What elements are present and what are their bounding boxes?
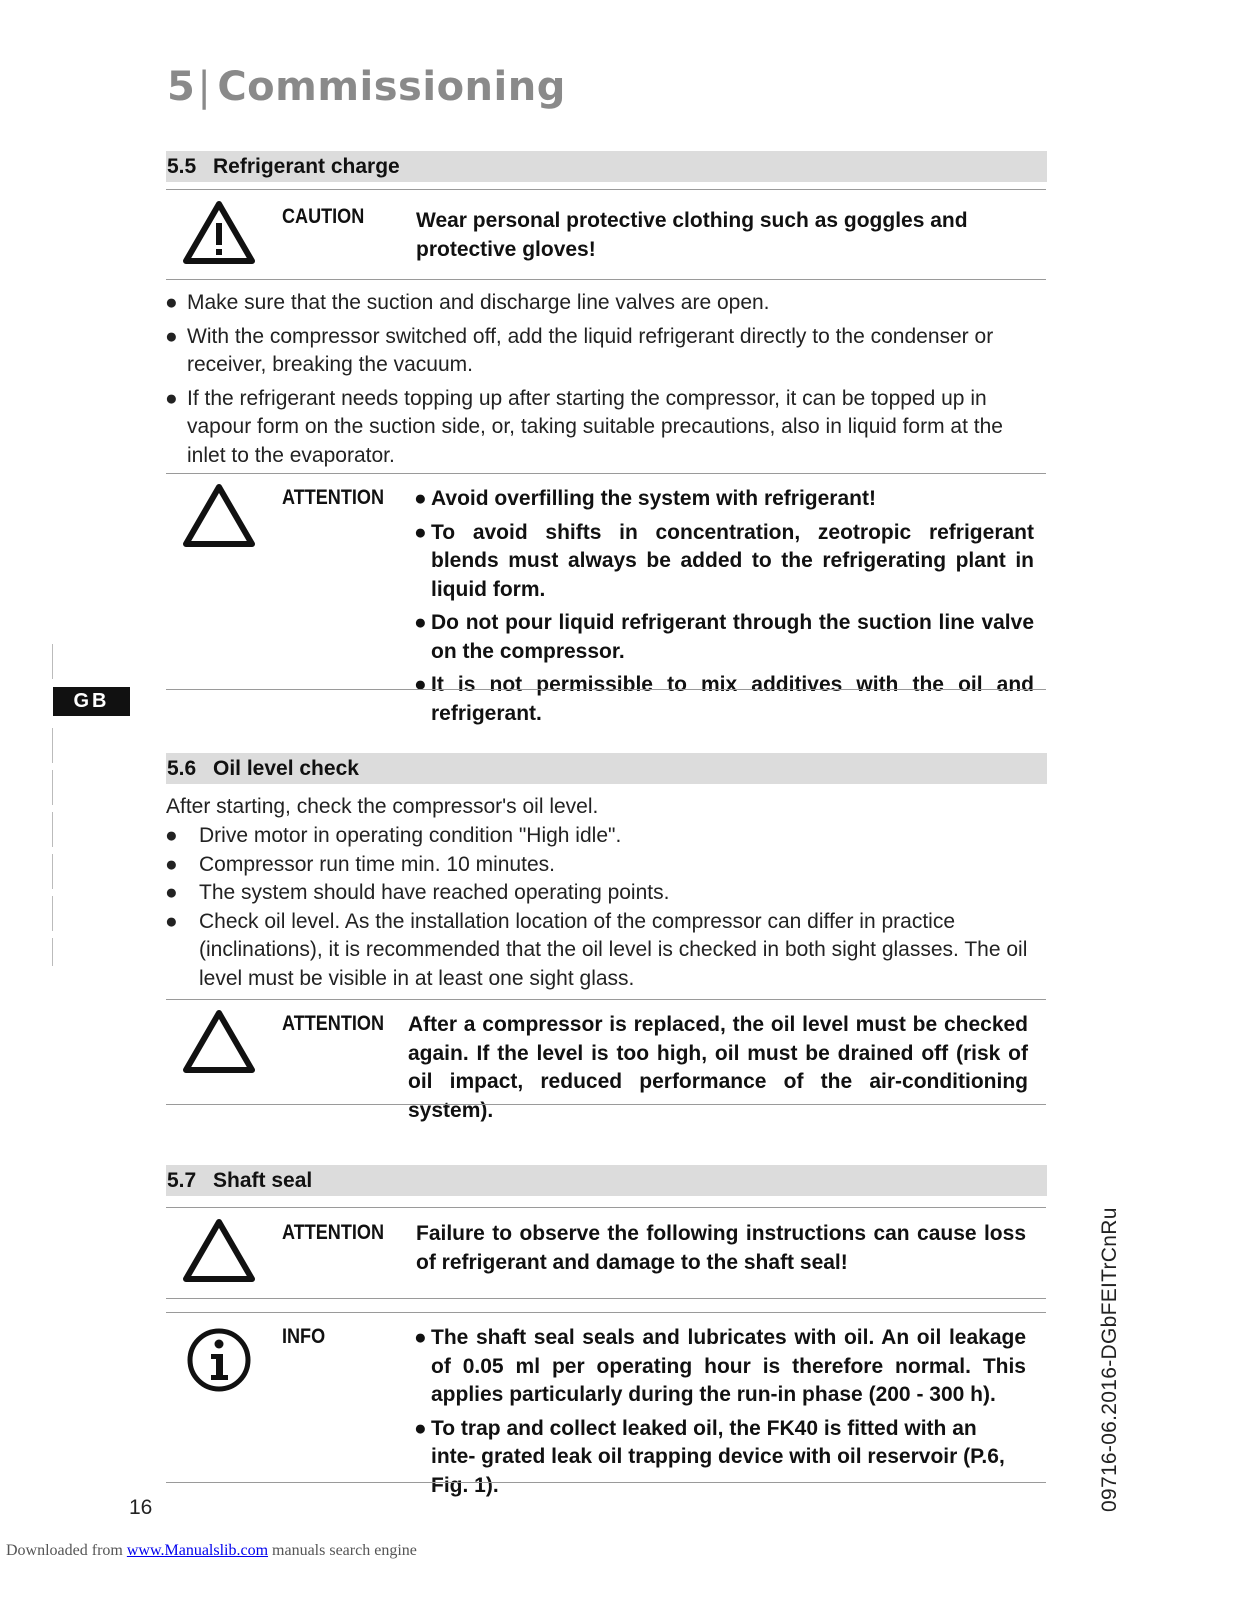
section-number: 5.7 — [167, 1169, 197, 1192]
chapter-title-text: Commissioning — [217, 64, 566, 110]
attention-label: ATTENTION — [282, 1012, 385, 1035]
list-item: ● The system should have reached operating points. — [199, 879, 1049, 908]
list-item: ● If the refrigerant needs topping up after starting the compressor, it can be topped up in vapour form on the suction side, or, taking suitable precautions, also in liquid form at the inlet to the evaporator. — [165, 386, 1003, 467]
bullet-dot: ● — [165, 291, 178, 314]
section-number: 5.6 — [167, 757, 197, 780]
oil-level-intro: After starting, check the compressor's oil level. — [166, 795, 599, 818]
bullet-dot: ● — [414, 1416, 427, 1440]
footer-prefix: Downloaded from — [6, 1542, 127, 1559]
caution-warning-icon — [182, 199, 256, 265]
list-item: ● To trap and collect leaked oil, the FK40 is fitted with an inte- grated leak oil trapping device with oil reservoir (P.6, Fig. 1). — [414, 1416, 1005, 1497]
attention-list — [414, 485, 1034, 733]
attention-label: ATTENTION — [282, 1221, 385, 1244]
section-header-refrigerant-charge — [166, 151, 1047, 182]
section-title: Shaft seal — [213, 1169, 313, 1192]
info-label: INFO — [282, 1325, 326, 1348]
manualslib-link[interactable]: www.Manualslib.com — [126, 1542, 269, 1559]
list-item: ● Compressor run time min. 10 minutes. — [199, 851, 1049, 880]
section-header-shaft-seal — [166, 1165, 1047, 1196]
attention-text: After a compressor is replaced, the oil level must be checked again. If the level is too high, oil must be drained off (risk of oil impact, reduced performance of the air-conditioning system). — [408, 1013, 1028, 1122]
divider — [166, 189, 1046, 190]
bullet-dot: ● — [165, 881, 178, 904]
list-item: ● It is not permissible to mix additives with the oil and refrigerant. — [414, 673, 1034, 725]
section-title: Refrigerant charge — [213, 155, 400, 178]
caution-text: Wear personal protective clothing such as goggles and protective gloves! — [416, 209, 968, 261]
bullet-dot: ● — [414, 1326, 427, 1349]
oil-level-steps-list — [165, 822, 1049, 993]
attention-warning-icon — [182, 1008, 256, 1074]
list-item: ● The shaft seal seals and lubricates with oil. An oil leakage of 0.05 ml per operating hour is therefore normal. This applies particularly during the run-in phase (200 - 300 h). — [414, 1326, 1026, 1406]
bullet-dot: ● — [414, 673, 427, 696]
refrigerant-steps-list — [165, 289, 1042, 470]
list-item: ● With the compressor switched off, add the liquid refrigerant directly to the condenser or receiver, breaking the vacuum. — [165, 324, 994, 376]
bullet-dot: ● — [165, 852, 178, 876]
attention-text: Failure to observe the following instructions can cause loss of refrigerant and damage to the shaft seal! — [416, 1222, 1026, 1274]
caution-label: CAUTION — [282, 205, 365, 228]
list-item: ● Make sure that the suction and discharge line valves are open. — [187, 289, 1042, 318]
list-item: ● Check oil level. As the installation location of the compressor can differ in practice (inclinations), it is recommended that the oil level is checked in both sight glasses. The oil level must be visible in at least one sight glass. — [165, 909, 1028, 990]
list-item: ● Drive motor in operating condition "High idle". — [199, 822, 1049, 851]
list-item: ● Do not pour liquid refrigerant through the suction line valve on the compressor. — [414, 611, 1034, 663]
margin-tick — [52, 770, 53, 805]
bullet-dot: ● — [414, 520, 427, 544]
attention-warning-icon — [182, 482, 256, 548]
divider — [166, 473, 1046, 474]
margin-tick — [52, 938, 53, 966]
section-title: Oil level check — [213, 757, 359, 780]
footer-suffix: manuals search engine — [268, 1542, 417, 1559]
divider — [166, 689, 1046, 690]
section-number: 5.5 — [167, 155, 197, 178]
margin-tick — [52, 644, 53, 679]
divider — [166, 1207, 1046, 1208]
margin-tick — [52, 812, 53, 847]
document-code: 09716-06.2016-DGbFEITrCnRu — [1098, 1207, 1121, 1512]
divider — [166, 1312, 1046, 1313]
margin-tick — [52, 728, 53, 763]
margin-tick — [52, 854, 53, 889]
bullet-dot: ● — [414, 611, 427, 634]
language-tab: GB — [53, 687, 130, 716]
divider — [166, 1482, 1046, 1483]
chapter-title — [167, 64, 566, 110]
bullet-dot: ● — [165, 324, 178, 348]
divider — [166, 279, 1046, 280]
chapter-separator: | — [197, 64, 212, 110]
download-footer — [6, 1542, 417, 1560]
list-item: ● Avoid overfilling the system with refrigerant! — [431, 485, 1034, 514]
chapter-number: 5 — [167, 64, 196, 110]
attention-label: ATTENTION — [282, 486, 385, 509]
divider — [166, 1298, 1046, 1299]
info-list — [414, 1324, 1026, 1505]
page-number: 16 — [129, 1496, 153, 1519]
section-header-oil-level-check — [166, 753, 1047, 784]
attention-warning-icon — [182, 1217, 256, 1283]
info-icon — [186, 1327, 252, 1393]
divider — [166, 999, 1046, 1000]
list-item: ● To avoid shifts in concentration, zeotropic refrigerant blends must always be added to the refrigerating plant in liquid form. — [414, 520, 1034, 601]
bullet-dot: ● — [165, 386, 178, 410]
bullet-dot: ● — [414, 487, 427, 510]
bullet-dot: ● — [165, 824, 178, 847]
margin-tick — [52, 896, 53, 931]
bullet-dot: ● — [165, 909, 178, 933]
divider — [166, 1104, 1046, 1105]
